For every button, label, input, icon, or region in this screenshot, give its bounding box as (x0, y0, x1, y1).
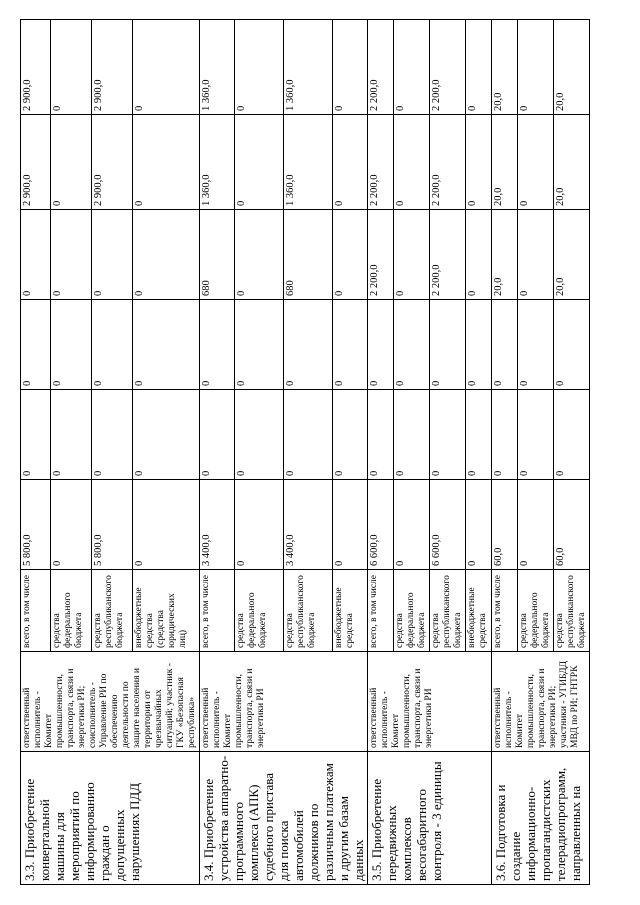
amount-cell: 0 (50, 480, 91, 570)
amount-cell: 0 (466, 390, 492, 480)
amount-cell: 0 (394, 300, 430, 390)
rotated-page (20, 20, 620, 885)
amount-cell: 0 (92, 210, 133, 300)
amount-cell: 1 360,0 (283, 20, 332, 115)
amount-cell: 0 (200, 390, 235, 480)
amount-cell: 0 (50, 390, 91, 480)
funding-source: средства республиканского бюджета (554, 570, 590, 652)
amount-cell: 0 (235, 300, 284, 390)
measure-name: 3.3. Приобретение конвертальной машины для мероприятий по информированию граждан о допущенных нарушениях ПДД (21, 752, 200, 885)
amount-cell: 0 (492, 300, 518, 390)
amount-cell: 0 (21, 300, 51, 390)
amount-cell: 0 (133, 20, 200, 115)
amount-cell: 5 800,0 (21, 480, 51, 570)
amount-cell: 0 (394, 20, 430, 115)
amount-cell: 0 (133, 115, 200, 210)
amount-cell: 0 (92, 390, 133, 480)
amount-cell: 0 (235, 115, 284, 210)
funding-source: средства республиканского бюджета (430, 570, 466, 652)
funding-source: всего, в том числе (21, 570, 51, 652)
amount-cell: 0 (235, 20, 284, 115)
amount-cell: 0 (332, 20, 367, 115)
amount-cell: 0 (466, 300, 492, 390)
funding-source: средства республиканского бюджета (92, 570, 133, 652)
amount-cell: 20,0 (554, 210, 590, 300)
amount-cell: 0 (518, 480, 554, 570)
amount-cell: 0 (21, 210, 51, 300)
amount-cell: 0 (283, 390, 332, 480)
amount-cell: 0 (466, 210, 492, 300)
budget-table (20, 19, 590, 885)
amount-cell: 0 (332, 390, 367, 480)
amount-cell: 0 (466, 480, 492, 570)
funding-source: внебюджетные средства (466, 570, 492, 652)
amount-cell: 680 (283, 210, 332, 300)
amount-cell: 0 (332, 210, 367, 300)
amount-cell: 0 (200, 300, 235, 390)
amount-cell: 2 200,0 (430, 210, 466, 300)
amount-cell: 0 (235, 480, 284, 570)
table-row (368, 20, 394, 885)
funding-source: средства федерального бюджета (50, 570, 91, 652)
amount-cell: 0 (466, 115, 492, 210)
amount-cell: 0 (518, 390, 554, 480)
amount-cell: 0 (50, 210, 91, 300)
table-row (492, 20, 518, 885)
amount-cell: 0 (430, 300, 466, 390)
amount-cell: 3 400,0 (200, 480, 235, 570)
table-row (21, 20, 51, 885)
amount-cell: 0 (368, 300, 394, 390)
table-row (200, 20, 235, 885)
funding-source: всего, в том числе (200, 570, 235, 652)
amount-cell: 0 (518, 20, 554, 115)
amount-cell: 6 600,0 (430, 480, 466, 570)
amount-cell: 1 360,0 (200, 115, 235, 210)
amount-cell: 0 (235, 210, 284, 300)
amount-cell: 1 360,0 (200, 20, 235, 115)
amount-cell: 2 200,0 (430, 20, 466, 115)
funding-source: средства федерального бюджета (518, 570, 554, 652)
amount-cell: 0 (394, 210, 430, 300)
amount-cell: 0 (235, 390, 284, 480)
amount-cell: 2 900,0 (92, 115, 133, 210)
amount-cell: 0 (283, 300, 332, 390)
amount-cell: 0 (332, 300, 367, 390)
amount-cell: 0 (50, 20, 91, 115)
amount-cell: 0 (332, 115, 367, 210)
amount-cell: 2 900,0 (21, 20, 51, 115)
amount-cell: 1 360,0 (283, 115, 332, 210)
funding-source: внебюджетные средства (332, 570, 367, 652)
amount-cell: 0 (50, 300, 91, 390)
funding-source: внебюджетные средства (средства юридических лиц) (133, 570, 200, 652)
amount-cell: 0 (50, 115, 91, 210)
amount-cell: 0 (332, 480, 367, 570)
amount-cell: 0 (133, 480, 200, 570)
amount-cell: 0 (430, 390, 466, 480)
amount-cell: 20,0 (492, 115, 518, 210)
measure-name: 3.4. Приобретение устройства аппаратно-программного комплекса (АПК) судебного пристава для поиска автомобилей должников по различным платежам и другим базам данных (200, 752, 368, 885)
amount-cell: 6 600,0 (368, 480, 394, 570)
amount-cell: 0 (492, 390, 518, 480)
amount-cell: 0 (394, 115, 430, 210)
amount-cell: 0 (394, 480, 430, 570)
amount-cell: 20,0 (554, 115, 590, 210)
amount-cell: 0 (21, 390, 51, 480)
funding-source: средства федерального бюджета (235, 570, 284, 652)
amount-cell: 60,0 (554, 480, 590, 570)
amount-cell: 2 200,0 (368, 20, 394, 115)
amount-cell: 680 (200, 210, 235, 300)
funding-source: средства федерального бюджета (394, 570, 430, 652)
amount-cell: 2 200,0 (430, 115, 466, 210)
amount-cell: 0 (133, 390, 200, 480)
amount-cell: 0 (133, 210, 200, 300)
amount-cell: 3 400,0 (283, 480, 332, 570)
funding-source: всего, в том числе (368, 570, 394, 652)
responsible-executor: ответственный исполнитель - Комитет промышленности, транспорта, связи и энергетики РИ; соисполнитель - Управление РИ по обеспечению деятельности по защите населения и территории от чрезвычайных ситуаций; участник - ГКУ «Безопасная республика» (21, 652, 200, 752)
amount-cell: 0 (92, 300, 133, 390)
amount-cell: 2 200,0 (368, 115, 394, 210)
responsible-executor: ответственный исполнитель - Комитет промышленности, транспорта, связи и энергетики РИ; участники - УГИБДД МВД по РИ; ГНТРК (492, 652, 590, 752)
amount-cell: 0 (466, 20, 492, 115)
amount-cell: 5 800,0 (92, 480, 133, 570)
amount-cell: 60,0 (492, 480, 518, 570)
measure-name: 3.5. Приобретение передвижных комплексов весогабаритного контроля - 3 единицы (368, 752, 492, 885)
amount-cell: 20,0 (492, 210, 518, 300)
funding-source: всего, в том числе (492, 570, 518, 652)
measure-name: 3.6. Подготовка и создание информационно-пропагандистских телерадиопрограмм, направленных на (492, 752, 590, 885)
responsible-executor: ответственный исполнитель - Комитет промышленности, транспорта, связи и энергетики РИ (200, 652, 368, 752)
amount-cell: 20,0 (554, 20, 590, 115)
amount-cell: 20,0 (492, 20, 518, 115)
amount-cell: 0 (368, 390, 394, 480)
funding-source: средства республиканского бюджета (283, 570, 332, 652)
amount-cell: 0 (554, 390, 590, 480)
amount-cell: 0 (394, 390, 430, 480)
amount-cell: 0 (554, 300, 590, 390)
responsible-executor: ответственный исполнитель - Комитет промышленности, транспорта, связи и энергетики РИ (368, 652, 492, 752)
amount-cell: 0 (518, 115, 554, 210)
amount-cell: 2 900,0 (21, 115, 51, 210)
amount-cell: 2 900,0 (92, 20, 133, 115)
amount-cell: 0 (518, 300, 554, 390)
amount-cell: 2 200,0 (368, 210, 394, 300)
amount-cell: 0 (518, 210, 554, 300)
amount-cell: 0 (133, 300, 200, 390)
